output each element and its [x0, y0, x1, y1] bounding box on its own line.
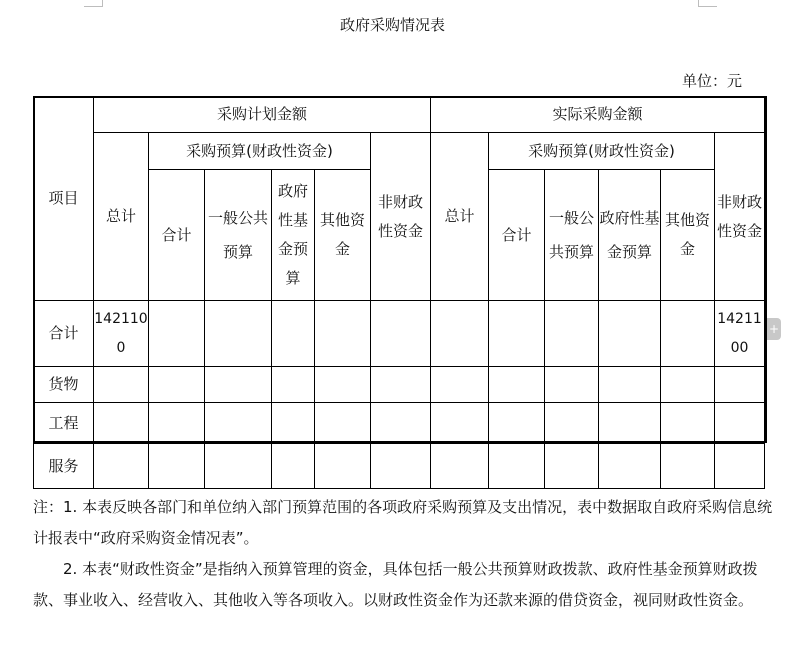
page-corner-mark-right	[698, 0, 717, 7]
table-row	[34, 367, 765, 403]
page-corner-mark-left	[84, 0, 103, 7]
unit-label: 单位：元	[682, 72, 743, 90]
header-planned-subtotal: 合计	[149, 170, 205, 301]
header-actual-non-fiscal: 非财政性资金	[715, 133, 765, 301]
header-planned-other: 其他资金	[315, 170, 371, 301]
header-planned-amount: 采购计划金额	[94, 97, 431, 133]
header-actual-subtotal: 合计	[489, 170, 545, 301]
header-planned-gov-fund: 政府性基金预算	[272, 170, 315, 301]
header-item: 项目	[34, 97, 94, 301]
header-actual-gov-fund: 政府性基金预算	[599, 170, 661, 301]
row-label-services: 服务	[34, 444, 94, 489]
table-row	[34, 301, 765, 367]
cell-actual-non-fiscal: 1421100	[715, 301, 765, 367]
header-planned-total: 总计	[94, 133, 149, 301]
header-planned-non-fiscal: 非财政性资金	[371, 133, 431, 301]
plus-icon[interactable]: +	[767, 318, 781, 340]
table-row	[34, 444, 765, 489]
cell-planned-total: 1421100	[94, 301, 149, 367]
header-planned-general: 一般公共预算	[205, 170, 272, 301]
row-label-total: 合计	[34, 301, 94, 367]
header-actual-other: 其他资金	[661, 170, 715, 301]
notes	[33, 492, 773, 616]
table-row	[34, 403, 765, 444]
note-1: 注：1. 本表反映各部门和单位纳入部门预算范围的各项政府采购预算及支出情况，表中数据取自政府采购信息统计报表中“政府采购资金情况表”。	[33, 498, 773, 547]
header-actual-total: 总计	[431, 133, 489, 301]
header-actual-general: 一般公共预算	[545, 170, 599, 301]
header-planned-budget: 采购预算(财政性资金)	[149, 133, 371, 170]
row-label-goods: 货物	[34, 367, 94, 403]
header-actual-amount: 实际采购金额	[431, 97, 765, 133]
row-label-works: 工程	[34, 403, 94, 444]
table-title: 政府采购情况表	[339, 16, 445, 34]
header-actual-budget: 采购预算(财政性资金)	[489, 133, 715, 170]
note-2: 2. 本表“财政性资金”是指纳入预算管理的资金，具体包括一般公共预算财政拨款、政府性基金预算财政拨款、事业收入、经营收入、其他收入等各项收入。以财政性资金作为还款来源的借贷资金，视同财政性资金。	[33, 560, 758, 609]
procurement-table	[33, 96, 765, 489]
